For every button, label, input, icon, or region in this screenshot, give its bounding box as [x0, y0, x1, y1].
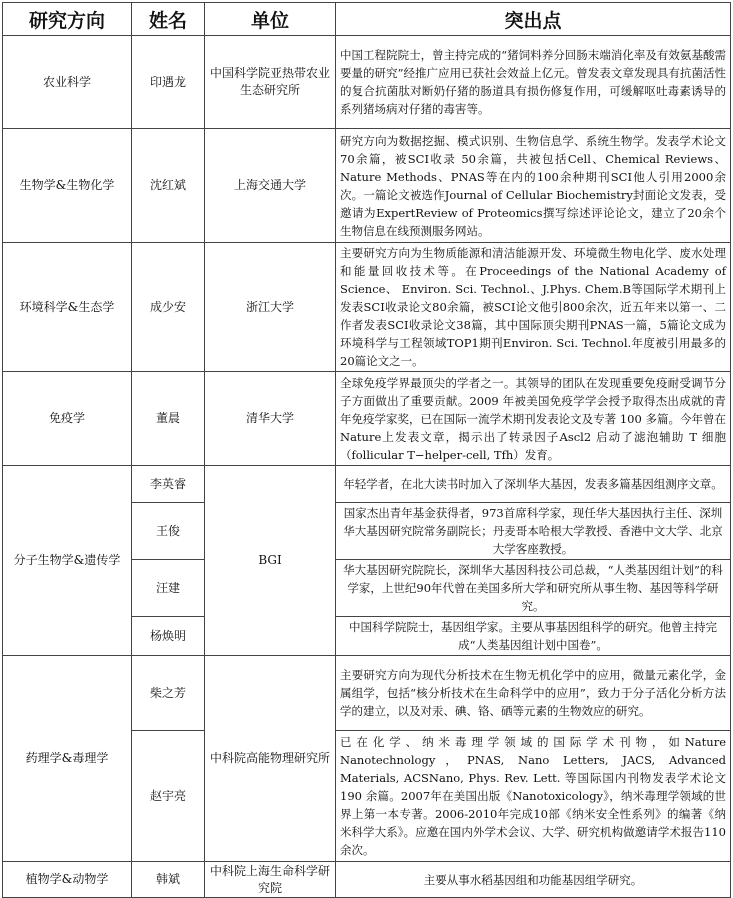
table-row	[3, 372, 731, 466]
field-cell: 植物学&动物学	[3, 862, 132, 898]
header-row	[3, 3, 731, 36]
highlight-cell: 中国科学院院士，基因组学家。主要从事基因组科学的研究。他曾主持完成“人类基因组计划中国卷”。	[336, 617, 731, 656]
name-cell: 杨焕明	[132, 617, 205, 656]
header-name: 姓名	[132, 3, 205, 36]
field-cell: 分子生物学&遗传学	[3, 466, 132, 656]
name-cell: 汪建	[132, 560, 205, 617]
name-cell: 王俊	[132, 503, 205, 560]
researchers-table	[2, 2, 731, 898]
name-cell: 赵宇亮	[132, 731, 205, 862]
table-row	[3, 466, 731, 503]
name-cell: 成少安	[132, 243, 205, 372]
name-cell: 韩斌	[132, 862, 205, 898]
highlight-cell: 主要研究方向为生物质能源和清洁能源开发、环境微生物电化学、废水处理和能量回收技术等。在Proceedings of the National Academy of Science、 Environ. Sci. Technol.、J.Phys. Chem.B等国际学术期刊上发表SCI收录论文80余篇，被SCI论文他引800余次，近五年来以第一、二作者发表SCI收录论文38篇，其中国际顶尖期刊PNAS一篇，5篇论文成为环境科学与工程领域TOP1期刊Environ. Sci. Technol.年度被引用最多的20篇论文之一。	[336, 243, 731, 372]
unit-cell: BGI	[205, 466, 336, 656]
header-highlight: 突出点	[336, 3, 731, 36]
name-cell: 沈红斌	[132, 129, 205, 243]
name-cell: 柴之芳	[132, 656, 205, 731]
highlight-cell: 国家杰出青年基金获得者，973首席科学家，现任华大基因执行主任、深圳华大基因研究院常务副院长；丹麦哥本哈根大学教授、香港中文大学、北京大学客座教授。	[336, 503, 731, 560]
unit-cell: 中科院高能物理研究所	[205, 656, 336, 862]
name-cell: 李英睿	[132, 466, 205, 503]
name-cell: 董晨	[132, 372, 205, 466]
table-row	[3, 656, 731, 731]
highlight-cell: 中国工程院院士，曾主持完成的“猪饲料养分回肠末端消化率及有效氨基酸需要量的研究”经推广应用已获社会效益上亿元。曾发表文章发现具有抗菌活性的复合抗菌肽对断奶仔猪的肠道具有损伤修复作用，可缓解呕吐毒素诱导的系列猪场病对仔猪的毒害等。	[336, 36, 731, 129]
table-row	[3, 862, 731, 898]
highlight-cell: 华大基因研究院院长，深圳华大基因科技公司总裁，“人类基因组计划”的科学家，上世纪90年代曾在美国多所大学和研究所从事生物、基因等科学研究。	[336, 560, 731, 617]
field-cell: 环境科学&生态学	[3, 243, 132, 372]
table-row	[3, 129, 731, 243]
highlight-cell: 主要研究方向为现代分析技术在生物无机化学中的应用，微量元素化学，金属组学，包括“核分析技术在生命科学中的应用”，致力于分子活化分析方法学的建立，以及对汞、碘、铬、硒等元素的生物效应的研究。	[336, 656, 731, 731]
unit-cell: 中国科学院亚热带农业生态研究所	[205, 36, 336, 129]
unit-cell: 清华大学	[205, 372, 336, 466]
table-row	[3, 243, 731, 372]
field-cell: 药理学&毒理学	[3, 656, 132, 862]
unit-cell: 中科院上海生命科学研究院	[205, 862, 336, 898]
unit-cell: 上海交通大学	[205, 129, 336, 243]
header-unit: 单位	[205, 3, 336, 36]
highlight-cell: 全球免疫学界最顶尖的学者之一。其领导的团队在发现重要免疫耐受调节分子方面做出了重要贡献。2009 年被美国免疫学学会授予取得杰出成就的青年免疫学家奖，已在国际一流学术期刊发表论文及专著 100 多篇。今年曾在Nature上发表文章，揭示出了转录因子Ascl2 启动了滤泡辅助 T 细胞（follicular T−helper-cell, Tfh）发育。	[336, 372, 731, 466]
table-row	[3, 36, 731, 129]
name-cell: 印遇龙	[132, 36, 205, 129]
header-field: 研究方向	[3, 3, 132, 36]
highlight-cell: 主要从事水稻基因组和功能基因组学研究。	[336, 862, 731, 898]
field-cell: 农业科学	[3, 36, 132, 129]
highlight-cell: 已在化学、纳米毒理学领域的国际学术刊物，如Nature Nanotechnology，PNAS, Nano Letters, JACS, Advanced Materials, ACSNano, Phys. Rev. Lett. 等国际国内刊物发表学术论文190 余篇。2007年在美国出版《Nanotoxicology》，纳米毒理学领域的世界上第一本专著。2006-2010年完成10部《纳米安全性系列》的编著《纳米科学大系》。应邀在国内外学术会议、大学、研究机构做邀请学术报告110余次。	[336, 731, 731, 862]
unit-cell: 浙江大学	[205, 243, 336, 372]
highlight-cell: 年轻学者，在北大读书时加入了深圳华大基因，发表多篇基因组测序文章。	[336, 466, 731, 503]
field-cell: 生物学&生物化学	[3, 129, 132, 243]
highlight-cell: 研究方向为数据挖掘、模式识别、生物信息学、系统生物学。发表学术论文70余篇，被SCI收录 50余篇，共被包括Cell、Chemical Reviews、Nature Methods、PNAS等在内的100余种期刊SCI他人引用2000余次。一篇论文被选作Journal of Cellular Biochemistry封面论文发表，受邀请为ExpertReview of Proteomics撰写综述评论论文，建立了20余个生物信息在线预测服务网站。	[336, 129, 731, 243]
field-cell: 免疫学	[3, 372, 132, 466]
